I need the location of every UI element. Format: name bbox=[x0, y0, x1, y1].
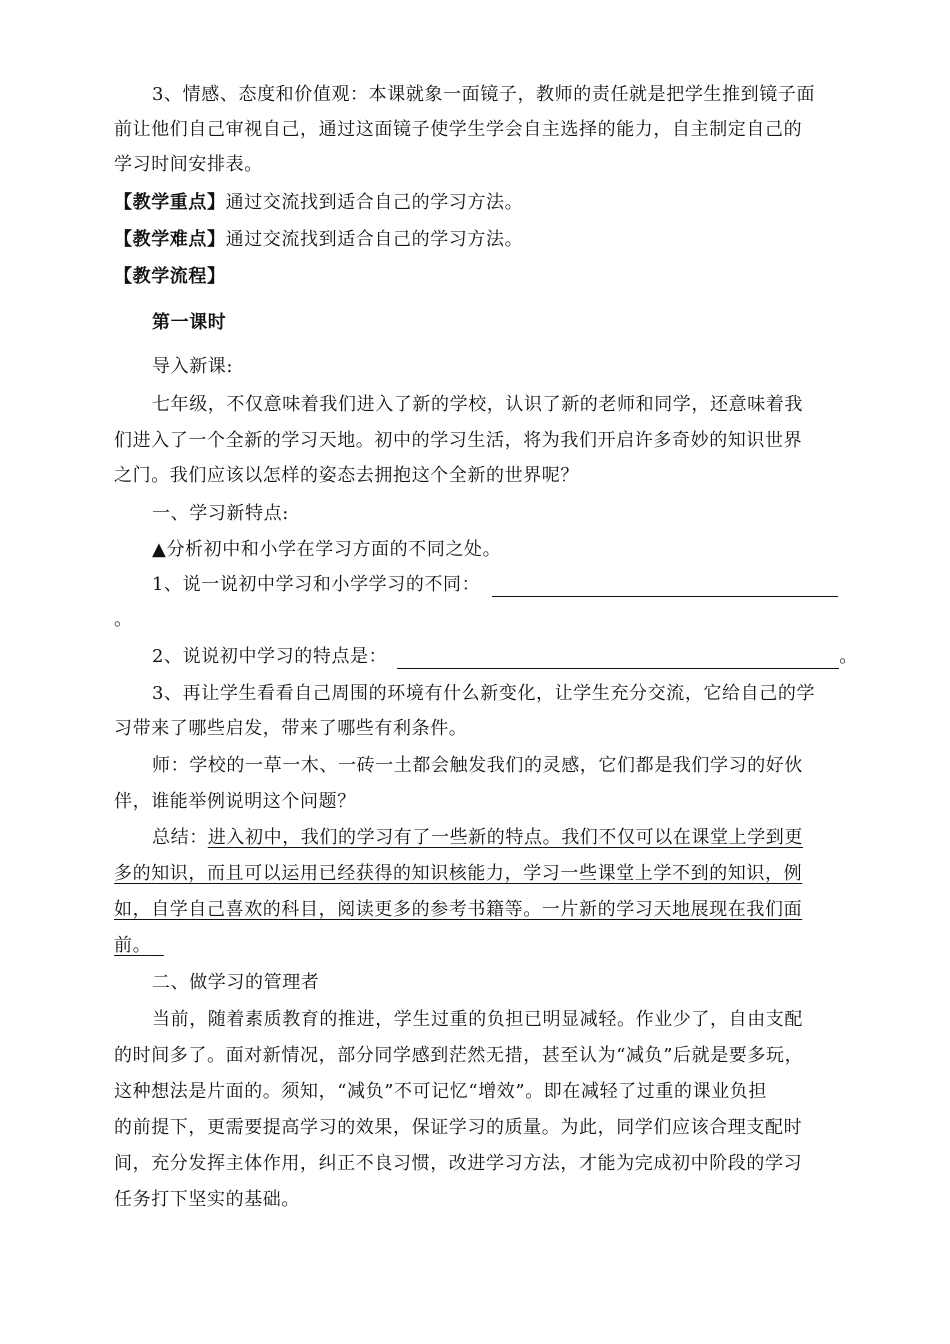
intro-line-2: 们进入了一个全新的学习天地。初中的学习生活，将为我们开启许多奇妙的知识世界 bbox=[114, 430, 803, 451]
objective-3-line-3: 学习时间安排表。 bbox=[114, 154, 263, 175]
difficulty-line bbox=[114, 228, 834, 252]
question-1-line bbox=[152, 573, 842, 597]
question-2-end: 。 bbox=[839, 646, 858, 667]
intro-heading: 导入新课: bbox=[152, 356, 234, 377]
objective-3-line-1: 3、情感、态度和价值观：本课就象一面镜子，教师的责任就是把学生推到镜子面 bbox=[152, 84, 816, 105]
key-point-line bbox=[114, 191, 834, 215]
question-2-blank[interactable] bbox=[397, 650, 839, 669]
question-2-line bbox=[152, 645, 858, 669]
lesson-1-heading: 第一课时 bbox=[152, 312, 227, 333]
triangle-item: ▲分析初中和小学在学习方面的不同之处。 bbox=[152, 539, 502, 560]
section-2-line-3: 这种想法是片面的。须知，“减负”不可记忆“增效”。即在减轻了过重的课业负担 bbox=[114, 1081, 768, 1102]
summary-text-1: 进入初中，我们的学习有了一些新的特点。我们不仅可以在课堂上学到更 bbox=[207, 827, 804, 848]
summary-text-4: 前。 bbox=[114, 935, 152, 956]
difficulty-text: 通过交流找到适合自己的学习方法。 bbox=[225, 229, 524, 250]
section-2-line-2: 的时间多了。面对新情况，部分同学感到茫然无措，甚至认为“减负”后就是要多玩， bbox=[114, 1045, 804, 1066]
section-2-line-1: 当前，随着素质教育的推进，学生过重的负担已明显减轻。作业少了，自由支配 bbox=[152, 1009, 803, 1030]
section-2-line-6: 任务打下坚实的基础。 bbox=[114, 1189, 300, 1210]
question-2-text: 2、说说初中学习的特点是： bbox=[152, 646, 388, 667]
objective-3-line-2: 前让他们自己审视自己，通过这面镜子使学生学会自主选择的能力，自主制定自己的 bbox=[114, 119, 803, 140]
summary-line-2: 多的知识，而且可以运用已经获得的知识核能力，学习一些课堂上学不到的知识，例 bbox=[114, 863, 803, 884]
question-1-end: 。 bbox=[114, 609, 133, 630]
difficulty-label: 【教学难点】 bbox=[114, 229, 226, 250]
summary-label: 总结： bbox=[152, 827, 208, 848]
intro-line-1: 七年级，不仅意味着我们进入了新的学校，认识了新的老师和同学，还意味着我 bbox=[152, 394, 803, 415]
key-point-text: 通过交流找到适合自己的学习方法。 bbox=[225, 192, 524, 213]
process-heading: 【教学流程】 bbox=[114, 266, 226, 287]
summary-line-4 bbox=[114, 934, 834, 958]
question-1-text: 1、说一说初中学习和小学学习的不同： bbox=[152, 574, 481, 595]
question-3-line-1: 3、再让学生看看自己周围的环境有什么新变化，让学生充分交流，它给自己的学 bbox=[152, 683, 816, 704]
section-1-heading: 一、学习新特点: bbox=[152, 503, 289, 524]
key-point-label: 【教学重点】 bbox=[114, 192, 226, 213]
summary-line-3: 如，自学自己喜欢的科目，阅读更多的参考书籍等。一片新的学习天地展现在我们面 bbox=[114, 899, 803, 920]
section-2-line-4: 的前提下，更需要提高学习的效果，保证学习的质量。为此，同学们应该合理支配时 bbox=[114, 1117, 803, 1138]
teacher-line-1: 师：学校的一草一木、一砖一土都会触发我们的灵感，它们都是我们学习的好伙 bbox=[152, 755, 803, 776]
teacher-line-2: 伴，谁能举例说明这个问题？ bbox=[114, 791, 356, 812]
summary-line-1 bbox=[152, 826, 842, 850]
section-2-line-5: 间，充分发挥主体作用，纠正不良习惯，改进学习方法，才能为完成初中阶段的学习 bbox=[114, 1153, 803, 1174]
question-1-blank[interactable] bbox=[492, 578, 838, 597]
question-3-line-2: 习带来了哪些启发，带来了哪些有利条件。 bbox=[114, 718, 468, 739]
intro-line-3: 之门。我们应该以怎样的姿态去拥抱这个全新的世界呢？ bbox=[114, 465, 579, 486]
section-2-heading: 二、做学习的管理者 bbox=[152, 972, 320, 993]
